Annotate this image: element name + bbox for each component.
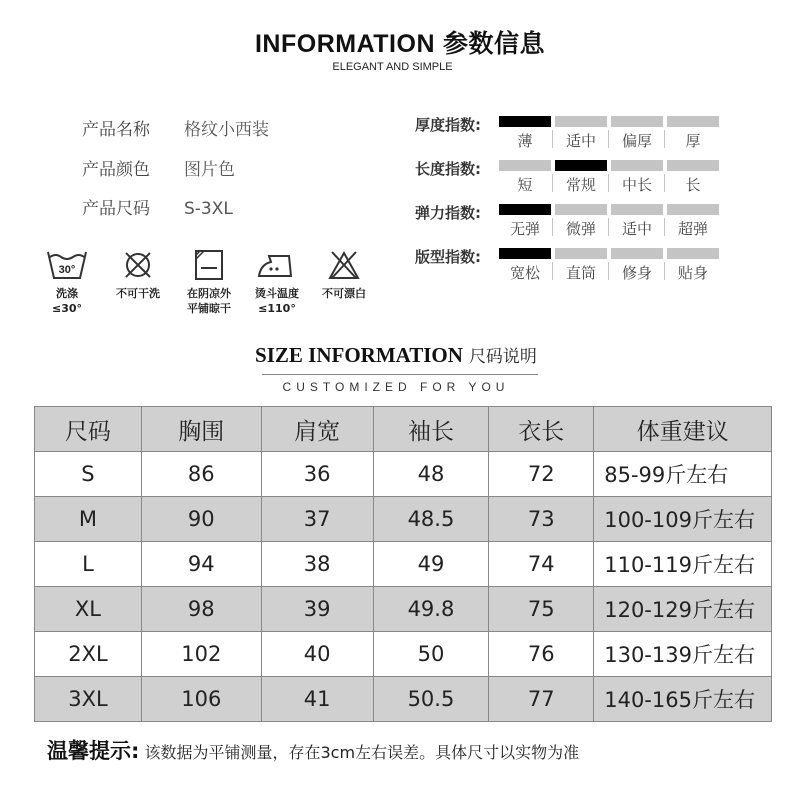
index-option: 超弹	[677, 220, 708, 238]
table-cell: 86	[141, 452, 261, 497]
product-row-size	[82, 194, 233, 219]
table-cell: 130-139斤左右	[594, 632, 772, 677]
index-separator	[552, 174, 553, 192]
wash-30-icon	[45, 248, 89, 282]
table-row	[35, 497, 772, 542]
index-bar	[667, 204, 719, 215]
index-bar	[611, 204, 663, 215]
table-cell: 77	[489, 677, 594, 722]
divider	[262, 374, 538, 375]
size-title-cn: 尺码说明	[468, 347, 537, 367]
table-cell: 36	[261, 452, 373, 497]
care-label: ≤110°	[258, 302, 296, 315]
table-row	[35, 587, 772, 632]
care-item-wash	[29, 248, 105, 316]
index-option: 适中	[621, 220, 652, 238]
care-label: 烫斗温度	[255, 287, 299, 300]
index-bar	[555, 248, 607, 259]
index-option: 偏厚	[621, 132, 652, 150]
index-option: 短	[517, 176, 533, 194]
index-option: 长	[685, 176, 701, 194]
header-sleeve: 袖长	[373, 407, 489, 452]
table-cell: 49	[373, 542, 489, 587]
table-cell: 50	[373, 632, 489, 677]
table-cell: 50.5	[373, 677, 489, 722]
table-cell: 120-129斤左右	[594, 587, 772, 632]
page-title	[0, 24, 800, 60]
title-cn: 参数信息	[443, 29, 546, 58]
table-cell: L	[35, 542, 142, 587]
index-label: 长度指数:	[415, 160, 481, 178]
index-bar	[667, 116, 719, 127]
index-separator	[608, 262, 609, 280]
table-cell: 74	[489, 542, 594, 587]
care-label: 不可干洗	[116, 287, 160, 300]
index-separator	[608, 130, 609, 148]
index-option: 贴身	[677, 264, 708, 282]
product-value: S-3XL	[184, 199, 233, 219]
index-option: 厚	[685, 132, 701, 150]
care-label: 在阴凉外	[187, 287, 231, 300]
table-cell: 100-109斤左右	[594, 497, 772, 542]
index-label: 版型指数:	[415, 248, 481, 266]
index-bar-selected	[499, 116, 551, 127]
product-value: 格纹小西装	[184, 120, 269, 140]
table-cell: 48	[373, 452, 489, 497]
tip-note	[47, 735, 579, 765]
care-item-shade-dry	[171, 248, 247, 316]
care-label: 平铺晾干	[187, 302, 231, 315]
shade-dry-flat-icon	[192, 248, 226, 282]
table-cell: 40	[261, 632, 373, 677]
index-option: 无弹	[509, 220, 540, 238]
table-row	[35, 632, 772, 677]
table-cell: M	[35, 497, 142, 542]
index-bar-selected	[499, 204, 551, 215]
index-bar	[555, 116, 607, 127]
index-option: 直筒	[565, 264, 596, 282]
index-option: 宽松	[509, 264, 540, 282]
index-bar-selected	[555, 160, 607, 171]
table-cell: 49.8	[373, 587, 489, 632]
index-bar-selected	[499, 248, 551, 259]
table-cell: S	[35, 452, 142, 497]
size-title-en: SIZE INFORMATION	[255, 343, 463, 367]
care-label: 不可漂白	[322, 287, 366, 300]
index-bar	[555, 204, 607, 215]
iron-icon	[255, 248, 299, 282]
page-subtitle: ELEGANT AND SIMPLE	[332, 61, 453, 73]
care-item-iron	[239, 248, 315, 316]
table-cell: XL	[35, 587, 142, 632]
table-cell: 2XL	[35, 632, 142, 677]
index-separator	[552, 262, 553, 280]
table-cell: 38	[261, 542, 373, 587]
product-row-name	[82, 115, 269, 140]
header-size: 尺码	[35, 407, 142, 452]
table-cell: 110-119斤左右	[594, 542, 772, 587]
table-header-row	[35, 407, 772, 452]
table-row	[35, 677, 772, 722]
index-bar	[667, 248, 719, 259]
product-label: 产品尺码	[82, 199, 150, 219]
product-row-color	[82, 155, 235, 180]
size-table	[34, 406, 772, 722]
no-bleach-icon	[326, 248, 362, 282]
title-en: INFORMATION	[254, 30, 435, 58]
index-bar	[611, 248, 663, 259]
index-bar	[667, 160, 719, 171]
table-cell: 94	[141, 542, 261, 587]
index-separator	[552, 218, 553, 236]
care-item-no-bleach	[306, 248, 382, 301]
table-row	[35, 452, 772, 497]
table-row	[35, 542, 772, 587]
table-cell: 90	[141, 497, 261, 542]
table-cell: 41	[261, 677, 373, 722]
tip-text: 该数据为平铺测量，存在3cm左右误差。具体尺寸以实物为准	[144, 743, 580, 762]
header-shoulder: 肩宽	[261, 407, 373, 452]
index-separator	[664, 174, 665, 192]
table-cell: 73	[489, 497, 594, 542]
care-label: 洗涤	[56, 287, 78, 300]
index-separator	[552, 130, 553, 148]
wash-temp-label: 30°	[58, 264, 76, 276]
index-option: 中长	[621, 176, 652, 194]
header-length: 衣长	[489, 407, 594, 452]
index-option: 微弹	[565, 220, 596, 238]
table-cell: 102	[141, 632, 261, 677]
size-section-title	[0, 342, 792, 368]
table-cell: 140-165斤左右	[594, 677, 772, 722]
table-cell: 106	[141, 677, 261, 722]
table-cell: 76	[489, 632, 594, 677]
header-weight: 体重建议	[594, 407, 772, 452]
tip-label: 温馨提示:	[47, 739, 140, 763]
table-cell: 37	[261, 497, 373, 542]
product-value: 图片色	[184, 160, 235, 180]
index-separator	[608, 174, 609, 192]
index-separator	[608, 218, 609, 236]
index-label: 弹力指数:	[415, 204, 481, 222]
index-separator	[664, 130, 665, 148]
index-separator	[664, 262, 665, 280]
index-separator	[664, 218, 665, 236]
index-option: 修身	[621, 264, 652, 282]
size-subtitle: CUSTOMIZED FOR YOU	[282, 380, 510, 394]
product-label: 产品颜色	[82, 160, 150, 180]
care-item-no-dry-clean	[100, 248, 176, 301]
table-cell: 3XL	[35, 677, 142, 722]
table-cell: 39	[261, 587, 373, 632]
index-bar	[611, 160, 663, 171]
table-cell: 98	[141, 587, 261, 632]
table-cell: 72	[489, 452, 594, 497]
table-cell: 75	[489, 587, 594, 632]
product-label: 产品名称	[82, 120, 150, 140]
index-option: 常规	[565, 176, 596, 194]
index-option: 薄	[517, 132, 533, 150]
table-cell: 85-99斤左右	[594, 452, 772, 497]
index-bar	[499, 160, 551, 171]
index-option: 适中	[565, 132, 596, 150]
index-label: 厚度指数:	[415, 116, 481, 134]
table-cell: 48.5	[373, 497, 489, 542]
no-dry-clean-icon	[121, 248, 155, 282]
index-bar	[611, 116, 663, 127]
header-chest: 胸围	[141, 407, 261, 452]
care-label: ≤30°	[51, 302, 83, 315]
